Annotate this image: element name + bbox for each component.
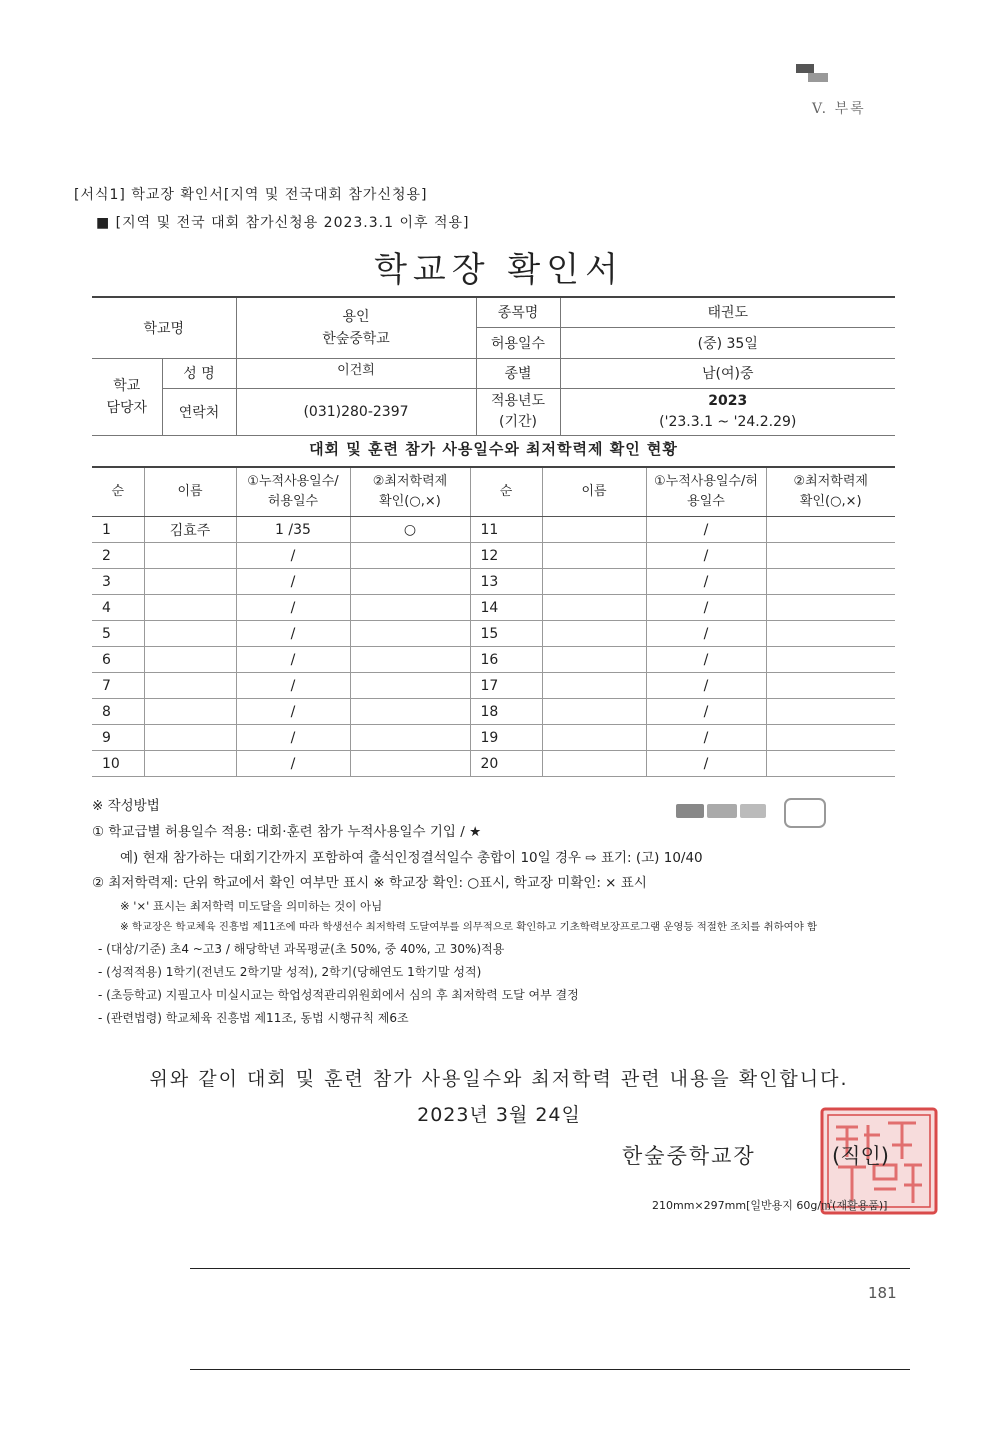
record-right-no: 18	[470, 699, 542, 725]
record-right-name	[542, 751, 646, 777]
table-row	[92, 543, 895, 569]
name-value: 이건희	[236, 358, 476, 388]
record-left-name	[144, 595, 236, 621]
record-right-no: 19	[470, 725, 542, 751]
year-value-year: 2023	[708, 392, 748, 409]
record-right-check	[766, 725, 895, 751]
table-row	[92, 517, 895, 543]
record-left-check	[350, 673, 470, 699]
guide-line-7: - (성적적용) 1학기(전년도 2학기말 성적), 2학기(당해연도 1학기말 성적)	[98, 965, 482, 979]
col-check-right-line2: 확인(○,×)	[799, 494, 862, 509]
school-name-line1: 용인	[342, 308, 370, 325]
seal-label: (직인)	[832, 1144, 889, 1168]
record-left-name	[144, 543, 236, 569]
name-label: 성 명	[162, 358, 236, 388]
record-right-name	[542, 595, 646, 621]
record-right-name	[542, 517, 646, 543]
record-right-name	[542, 621, 646, 647]
table-row	[92, 647, 895, 673]
record-left-no: 7	[92, 673, 144, 699]
record-left-name	[144, 569, 236, 595]
record-left-name	[144, 647, 236, 673]
col-name-right: 이름	[542, 467, 646, 517]
col-check-left-line1: ②최저학력제	[372, 474, 448, 489]
record-left-check	[350, 699, 470, 725]
record-right-name	[542, 543, 646, 569]
record-left-days: /	[236, 543, 350, 569]
school-name-line2: 한숲중학교	[322, 330, 390, 347]
record-right-days: /	[646, 621, 766, 647]
record-left-no: 9	[92, 725, 144, 751]
guide-line-2: 예) 현재 참가하는 대회기간까지 포함하여 출석인정결석일수 총합이 10일 경우 ⇨ 표기: (고) 10/40	[120, 850, 703, 866]
col-check-right-line1: ②최저학력제	[793, 474, 868, 489]
guide-line-4: ※ '×' 표시는 최저학력 미도달을 의미하는 것이 아님	[120, 899, 383, 913]
record-left-name	[144, 621, 236, 647]
record-right-check	[766, 673, 895, 699]
record-right-no: 12	[470, 543, 542, 569]
page-number: 181	[868, 1284, 897, 1302]
record-right-days: /	[646, 647, 766, 673]
guide-line-3: ② 최저학력제: 단위 학교에서 확인 여부만 표시 ※ 학교장 확인: ○표시, 학교장 미확인: × 표시	[92, 875, 647, 891]
record-right-no: 16	[470, 647, 542, 673]
guide-title: ※ 작성방법	[92, 798, 160, 814]
table-row	[92, 699, 895, 725]
record-right-check	[766, 595, 895, 621]
form-id-line: [서식1] 학교장 확인서[지역 및 전국대회 참가신청용]	[74, 187, 428, 203]
guide-line-5: ※ 학교장은 학교체육 진흥법 제11조에 따라 학생선수 최저학력 도달여부를 의무적으로 확인하고 기초학력보장프로그램 운영등 적절한 조치를 취하여야 함	[120, 921, 818, 933]
record-right-check	[766, 569, 895, 595]
blank-box	[784, 798, 826, 828]
record-right-days: /	[646, 543, 766, 569]
record-right-no: 17	[470, 673, 542, 699]
record-right-check	[766, 699, 895, 725]
record-left-check	[350, 569, 470, 595]
record-left-days: /	[236, 699, 350, 725]
record-left-no: 6	[92, 647, 144, 673]
record-left-days: /	[236, 647, 350, 673]
col-days-left-line2: 허용일수	[267, 494, 319, 509]
col-days-right	[646, 467, 766, 517]
col-check-right	[766, 467, 895, 517]
record-left-days: /	[236, 725, 350, 751]
record-left-days: /	[236, 673, 350, 699]
form-note-line: ■ [지역 및 전국 대회 참가신청용 2023.3.1 이후 적용]	[96, 215, 470, 231]
record-right-name	[542, 699, 646, 725]
small-stamp-mark	[676, 803, 768, 819]
record-left-check	[350, 725, 470, 751]
col-check-left	[350, 467, 470, 517]
record-left-no: 1	[92, 517, 144, 543]
record-left-days: /	[236, 621, 350, 647]
allowed-days-label: 허용일수	[476, 327, 560, 358]
corner-mark-icon	[796, 64, 830, 84]
allowed-days-value: (중) 35일	[560, 327, 895, 358]
col-days-right-line2: 용일수	[687, 494, 725, 509]
col-days-left-line1: ①누적사용일수/	[247, 474, 339, 489]
records-heading: 대회 및 훈련 참가 사용일수와 최저학력제 확인 현황	[309, 440, 678, 458]
col-no-right: 순	[470, 467, 542, 517]
record-right-name	[542, 725, 646, 751]
record-right-name	[542, 569, 646, 595]
paper-spec: 210mm×297mm[일반용지 60g/㎡(재활용품)]	[652, 1199, 888, 1212]
category-value: 남(여)중	[560, 358, 895, 388]
record-right-no: 20	[470, 751, 542, 777]
record-right-days: /	[646, 569, 766, 595]
divider-line-bottom	[190, 1369, 910, 1370]
section-label: V. 부록	[812, 101, 866, 117]
school-name	[236, 297, 476, 358]
record-left-check	[350, 595, 470, 621]
guide-line-1: ① 학교급별 허용일수 적용: 대회·훈련 참가 누적사용일수 기입 / ★	[92, 824, 482, 840]
table-row	[92, 673, 895, 699]
contact-label: 연락처	[162, 388, 236, 435]
col-no-left: 순	[92, 467, 144, 517]
record-left-days: /	[236, 569, 350, 595]
record-right-no: 14	[470, 595, 542, 621]
record-right-days: /	[646, 673, 766, 699]
record-left-check: ○	[350, 517, 470, 543]
record-right-check	[766, 751, 895, 777]
col-name-left: 이름	[144, 467, 236, 517]
record-right-name	[542, 673, 646, 699]
record-left-check	[350, 621, 470, 647]
guide-line-8: - (초등학교) 지필고사 미실시교는 학업성적관리위원회에서 심의 후 최저학력 도달 여부 결정	[98, 988, 579, 1002]
document-title: 학교장 확인서	[374, 250, 624, 290]
record-left-name	[144, 699, 236, 725]
table-row	[92, 569, 895, 595]
records-table	[92, 466, 895, 777]
table-row	[92, 595, 895, 621]
record-right-days: /	[646, 699, 766, 725]
record-left-name	[144, 725, 236, 751]
record-left-check	[350, 751, 470, 777]
year-value-period: ('23.3.1 ~ '24.2.29)	[659, 413, 797, 430]
record-right-check	[766, 543, 895, 569]
record-left-name	[144, 751, 236, 777]
record-left-no: 10	[92, 751, 144, 777]
record-right-check	[766, 621, 895, 647]
divider-line-top	[190, 1268, 910, 1269]
col-days-left	[236, 467, 350, 517]
col-days-right-line1: ①누적사용일수/허	[654, 474, 758, 489]
record-right-no: 15	[470, 621, 542, 647]
record-left-no: 5	[92, 621, 144, 647]
record-right-no: 13	[470, 569, 542, 595]
guide-line-9: - (관련법령) 학교체육 진흥법 제11조, 동법 시행규칙 제6조	[98, 1011, 409, 1025]
issue-date: 2023년 3월 24일	[417, 1104, 581, 1126]
record-left-days: /	[236, 595, 350, 621]
record-right-no: 11	[470, 517, 542, 543]
record-right-name	[542, 647, 646, 673]
table-row	[92, 725, 895, 751]
record-right-days: /	[646, 751, 766, 777]
manager-label	[92, 358, 162, 435]
event-value: 태권도	[560, 297, 895, 327]
event-label: 종목명	[476, 297, 560, 327]
info-table	[92, 296, 895, 436]
record-left-name: 김효주	[144, 517, 236, 543]
record-right-days: /	[646, 517, 766, 543]
records-header-row	[92, 467, 895, 517]
contact-value: (031)280-2397	[236, 388, 476, 435]
manager-label-line2: 담당자	[106, 399, 148, 416]
year-label-line1: 적용년도	[490, 392, 546, 409]
record-left-name	[144, 673, 236, 699]
confirmation-statement: 위와 같이 대회 및 훈련 참가 사용일수와 최저학력 관련 내용을 확인합니다.	[149, 1068, 849, 1090]
record-left-no: 4	[92, 595, 144, 621]
guide-line-6: - (대상/기준) 초4 ~고3 / 해당학년 과목평균(초 50%, 중 40%, 고 30%)적용	[98, 942, 505, 956]
school-label: 학교명	[92, 297, 236, 358]
record-left-check	[350, 647, 470, 673]
table-row	[92, 621, 895, 647]
col-check-left-line2: 확인(○,×)	[379, 494, 441, 509]
manager-label-line1: 학교	[113, 377, 141, 394]
record-right-days: /	[646, 725, 766, 751]
category-label: 종별	[476, 358, 560, 388]
record-left-days: 1 /35	[236, 517, 350, 543]
record-left-no: 3	[92, 569, 144, 595]
record-right-check	[766, 647, 895, 673]
principal-signature: 한숲중학교장	[622, 1144, 756, 1168]
year-label	[476, 388, 560, 435]
table-row	[92, 751, 895, 777]
record-right-check	[766, 517, 895, 543]
record-left-no: 8	[92, 699, 144, 725]
record-left-no: 2	[92, 543, 144, 569]
record-left-days: /	[236, 751, 350, 777]
year-value	[560, 388, 895, 435]
record-right-days: /	[646, 595, 766, 621]
record-left-check	[350, 543, 470, 569]
year-label-line2: (기간)	[499, 413, 537, 430]
